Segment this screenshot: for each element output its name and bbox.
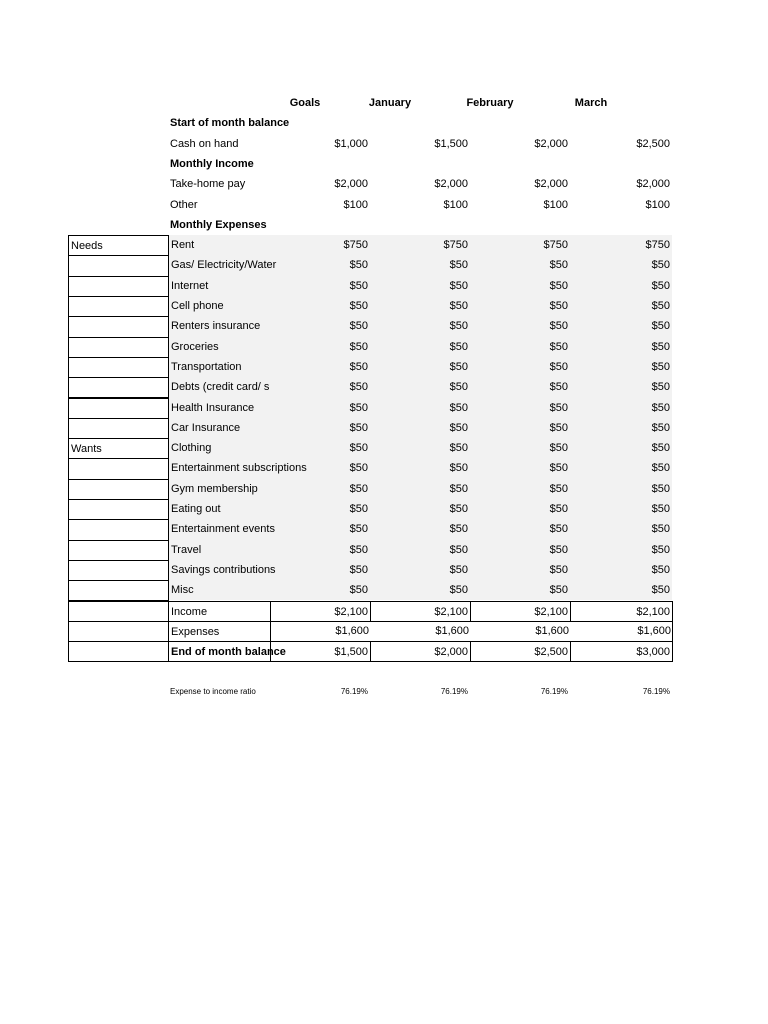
cash-on-hand-value-3[interactable]: $2,000 [534, 137, 568, 150]
expense-row-value-3[interactable]: $50 [549, 523, 568, 536]
expense-row-value-3[interactable]: $50 [549, 300, 568, 312]
summary-value-1[interactable]: $2,100 [270, 601, 371, 622]
expense-row-value-1[interactable]: $50 [349, 462, 368, 475]
expense-to-income-label: Expense to income ratio [170, 686, 256, 696]
expense-label: Savings contributions [168, 560, 270, 580]
expense-row-value-2[interactable]: $50 [449, 523, 468, 536]
summary-value-1[interactable]: $1,600 [335, 624, 369, 637]
expense-row-value-1[interactable]: $50 [349, 279, 368, 292]
expense-row-value-4[interactable]: $50 [651, 543, 670, 556]
expense-row-value-2[interactable]: $50 [449, 401, 468, 414]
expense-row-value-3[interactable]: $50 [549, 259, 568, 272]
income-row-value-4[interactable]: $2,000 [636, 178, 670, 191]
income-label: Other [170, 198, 198, 211]
expense-row-value-2[interactable]: $50 [449, 381, 468, 394]
category-cell[interactable]: Needs [68, 235, 169, 256]
summary-value-3[interactable]: $2,500 [470, 641, 571, 662]
expense-row-value-3[interactable]: $50 [549, 340, 568, 353]
expense-row-value-4[interactable]: $50 [651, 360, 670, 373]
income-row-value-1[interactable]: $100 [343, 198, 368, 211]
expense-row-value-3[interactable]: $50 [549, 442, 568, 455]
expense-row-value-4[interactable]: $50 [651, 503, 670, 515]
expense-row-value-1[interactable]: $50 [349, 381, 368, 394]
expense-label: Transportation [168, 357, 270, 377]
expense-row-value-2[interactable]: $50 [449, 320, 468, 333]
expense-row-value-1[interactable]: $50 [349, 401, 368, 414]
summary-value-4[interactable]: $2,100 [570, 601, 673, 622]
section-start-balance: Start of month balance [170, 117, 290, 130]
expense-row-value-3[interactable]: $50 [549, 543, 568, 556]
category-cell[interactable] [68, 398, 169, 419]
expense-row-value-1[interactable]: $50 [349, 360, 368, 373]
category-cell[interactable] [68, 560, 169, 581]
expense-row-value-4[interactable]: $50 [651, 584, 670, 597]
expense-row-value-1[interactable]: $50 [349, 421, 368, 434]
expense-row-value-3[interactable]: $50 [549, 320, 568, 333]
expense-row-value-3[interactable]: $50 [549, 421, 568, 434]
expense-row-value-3[interactable]: $50 [549, 563, 568, 576]
expense-row-value-4[interactable]: $50 [651, 279, 670, 292]
expense-row-value-4[interactable]: $50 [651, 381, 670, 394]
expense-row-value-1[interactable]: $50 [349, 442, 368, 455]
category-cell[interactable] [68, 499, 169, 520]
column-header-february: February [466, 97, 514, 109]
expense-label: Renters insurance [168, 316, 270, 336]
expense-row-value-4[interactable]: $50 [651, 421, 670, 434]
expense-row-value-2[interactable]: $50 [449, 584, 468, 597]
expense-row-value-3[interactable]: $50 [549, 360, 568, 373]
category-cell[interactable] [68, 580, 169, 601]
section-monthly-income: Monthly Income [170, 157, 254, 170]
category-cell[interactable] [68, 255, 169, 276]
expense-row-value-4[interactable]: $50 [651, 259, 670, 272]
summary-outer-border [68, 601, 673, 663]
expense-row-value-2[interactable]: $50 [449, 279, 468, 292]
income-row-value-3[interactable]: $2,000 [534, 178, 568, 191]
expense-row-value-1[interactable]: $50 [349, 300, 368, 312]
expense-label: Groceries [168, 337, 270, 357]
ratio-value-4[interactable]: 76.19% [642, 686, 670, 696]
category-cell[interactable] [68, 458, 169, 479]
expense-row-value-2[interactable]: $50 [449, 543, 468, 556]
expense-label: Car Insurance [168, 418, 270, 438]
expense-row-value-4[interactable]: $50 [651, 462, 670, 475]
category-cell[interactable] [68, 316, 169, 337]
income-row-value-3[interactable]: $100 [543, 198, 568, 211]
cash-on-hand-value-4[interactable]: $2,500 [636, 137, 670, 150]
expense-label: Travel [168, 540, 270, 560]
expense-row-value-1[interactable]: $50 [349, 584, 368, 597]
column-header-march: March [574, 97, 608, 109]
expense-row-value-2[interactable]: $50 [449, 300, 468, 312]
summary-value-3[interactable]: $2,100 [470, 601, 571, 622]
expense-row-value-1[interactable]: $50 [349, 523, 368, 536]
expense-row-value-4[interactable]: $50 [651, 563, 670, 576]
expense-label: Gym membership [168, 479, 270, 499]
income-row-value-4[interactable]: $100 [645, 198, 670, 211]
summary-label: Expenses [168, 621, 271, 642]
expense-row-value-2[interactable]: $50 [449, 462, 468, 475]
expense-label: Rent [168, 235, 270, 255]
expense-row-value-2[interactable]: $50 [449, 360, 468, 373]
expense-label: Entertainment subscriptions [168, 458, 270, 478]
expense-row-value-4[interactable]: $50 [651, 300, 670, 312]
expense-label: Clothing [168, 438, 270, 458]
category-cell[interactable] [68, 357, 169, 378]
summary-value-4[interactable]: $1,600 [637, 624, 671, 637]
cash-on-hand-value-2[interactable]: $1,500 [434, 137, 468, 150]
expense-row-value-1[interactable]: $50 [349, 340, 368, 353]
expense-row-value-4[interactable]: $750 [645, 239, 670, 252]
expense-label: Gas/ Electricity/Water [168, 255, 270, 275]
category-cell[interactable] [68, 337, 169, 358]
summary-value-3[interactable]: $1,600 [535, 624, 569, 637]
income-row-value-2[interactable]: $2,000 [434, 178, 468, 191]
expense-row-value-1[interactable]: $50 [349, 320, 368, 333]
expense-row-value-3[interactable]: $50 [549, 381, 568, 394]
cash-on-hand-label: Cash on hand [170, 137, 239, 150]
expense-row-value-2[interactable]: $750 [443, 239, 468, 252]
ratio-value-2[interactable]: 76.19% [440, 686, 468, 696]
category-cell[interactable]: Wants [68, 438, 169, 459]
expense-row-value-1[interactable]: $50 [349, 563, 368, 576]
expense-label: Cell phone [168, 296, 270, 316]
expense-row-value-4[interactable]: $50 [651, 401, 670, 414]
expense-row-value-3[interactable]: $50 [549, 401, 568, 414]
expense-row-value-3[interactable]: $50 [549, 503, 568, 515]
income-row-value-2[interactable]: $100 [443, 198, 468, 211]
category-cell[interactable] [68, 519, 169, 540]
expense-row-value-4[interactable]: $50 [651, 320, 670, 333]
expense-row-value-1[interactable]: $50 [349, 543, 368, 556]
column-header-january: January [368, 97, 412, 109]
expense-row-value-4[interactable]: $50 [651, 523, 670, 536]
expense-row-value-1[interactable]: $750 [343, 239, 368, 252]
category-cell[interactable] [68, 296, 169, 317]
category-cell[interactable] [68, 276, 169, 297]
expense-label: Eating out [168, 499, 270, 519]
summary-label: End of month balance [168, 641, 271, 662]
category-cell[interactable] [68, 418, 169, 439]
expense-row-value-2[interactable]: $50 [449, 482, 468, 495]
expense-row-value-4[interactable]: $50 [651, 340, 670, 353]
expense-row-value-3[interactable]: $750 [543, 239, 568, 252]
expense-label: Health Insurance [168, 398, 270, 418]
summary-value-4[interactable]: $3,000 [570, 641, 673, 662]
expense-row-value-3[interactable]: $50 [549, 584, 568, 597]
expense-row-value-3[interactable]: $50 [549, 279, 568, 292]
ratio-value-3[interactable]: 76.19% [540, 686, 568, 696]
category-cell[interactable] [68, 540, 169, 561]
summary-value-2[interactable]: $1,600 [435, 624, 469, 637]
summary-value-2[interactable]: $2,100 [370, 601, 471, 622]
ratio-value-1[interactable]: 76.19% [340, 686, 368, 696]
expense-row-value-4[interactable]: $50 [651, 482, 670, 495]
section-monthly-expenses: Monthly Expenses [170, 218, 267, 231]
income-label: Take-home pay [170, 178, 246, 191]
expense-row-value-1[interactable]: $50 [349, 259, 368, 272]
expense-label: Debts (credit card/ s [168, 377, 270, 397]
expense-row-value-3[interactable]: $50 [549, 482, 568, 495]
expense-row-value-1[interactable]: $50 [349, 503, 368, 515]
expense-row-value-2[interactable]: $50 [449, 259, 468, 272]
expense-label: Internet [168, 276, 270, 296]
expense-row-value-2[interactable]: $50 [449, 503, 468, 515]
category-cell[interactable] [68, 377, 169, 398]
expense-label: Entertainment events [168, 519, 270, 539]
category-cell[interactable] [68, 479, 169, 500]
summary-label: Income [168, 601, 271, 622]
expense-row-value-1[interactable]: $50 [349, 482, 368, 495]
expense-row-value-2[interactable]: $50 [449, 421, 468, 434]
expense-row-value-2[interactable]: $50 [449, 563, 468, 576]
expense-row-value-4[interactable]: $50 [651, 442, 670, 455]
expense-label: Misc [168, 580, 270, 600]
summary-value-1[interactable]: $1,500 [270, 641, 371, 662]
expense-row-value-2[interactable]: $50 [449, 442, 468, 455]
column-header-goals: Goals [289, 97, 321, 109]
expense-row-value-3[interactable]: $50 [549, 462, 568, 475]
summary-value-2[interactable]: $2,000 [370, 641, 471, 662]
income-row-value-1[interactable]: $2,000 [334, 178, 368, 191]
cash-on-hand-value-1[interactable]: $1,000 [334, 137, 368, 150]
expense-row-value-2[interactable]: $50 [449, 340, 468, 353]
